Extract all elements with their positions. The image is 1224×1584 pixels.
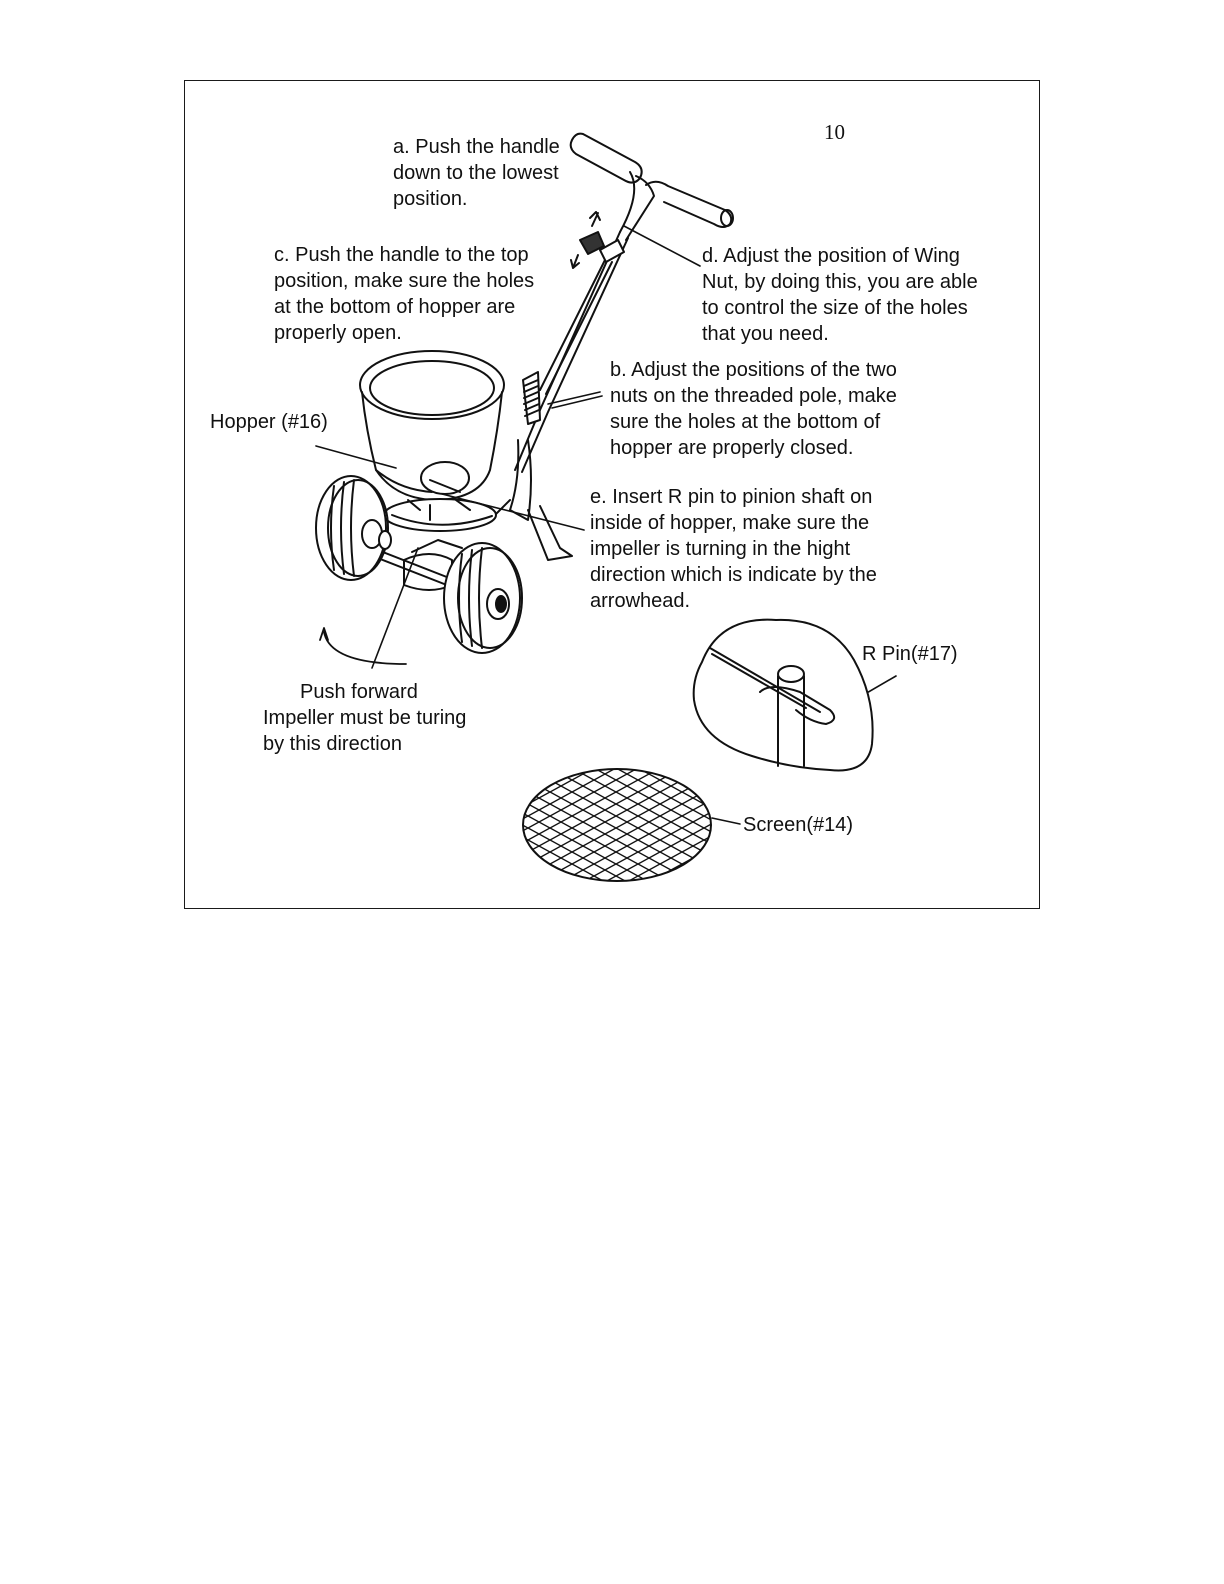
left-wheel xyxy=(316,476,391,580)
annotation-a-line: a. Push the handle xyxy=(393,136,560,158)
annotation-c-line: properly open. xyxy=(274,322,402,344)
annotation-b-line: hopper are properly closed. xyxy=(610,437,854,459)
annotation-e-line: inside of hopper, make sure the xyxy=(590,512,870,534)
push-note-line: by this direction xyxy=(263,733,402,755)
r-pin-label: R Pin(#17) xyxy=(862,643,958,665)
screen-label: Screen(#14) xyxy=(743,814,854,836)
annotation-e-line: arrowhead. xyxy=(590,590,691,612)
annotation-b-line: b. Adjust the positions of the two xyxy=(610,359,897,381)
annotation-e-line: direction which is indicate by the xyxy=(590,564,877,586)
annotation-b-line: nuts on the threaded pole, make xyxy=(610,385,897,407)
annotation-c xyxy=(274,242,534,346)
annotation-e xyxy=(590,484,877,614)
annotation-d-line: Nut, by doing this, you are able xyxy=(702,271,978,293)
annotation-b xyxy=(610,357,897,461)
annotation-e-line: impeller is turning in the hight xyxy=(590,538,851,560)
right-wheel xyxy=(444,543,522,653)
annotation-d-line: to control the size of the holes xyxy=(702,297,968,319)
hopper-label: Hopper (#16) xyxy=(210,411,328,433)
annotation-c-line: at the bottom of hopper are xyxy=(274,296,516,318)
annotation-b-line: sure the holes at the bottom of xyxy=(610,411,881,433)
push-note-line: Impeller must be turing xyxy=(263,707,467,729)
annotation-c-line: c. Push the handle to the top xyxy=(274,244,529,266)
push-note-line: Push forward xyxy=(300,681,418,703)
annotation-d-line: that you need. xyxy=(702,323,829,345)
annotation-c-line: position, make sure the holes xyxy=(274,270,535,292)
annotation-d xyxy=(702,243,978,347)
annotation-a-line: down to the lowest xyxy=(393,162,559,184)
page-number: 10 xyxy=(824,120,845,144)
push-forward-note xyxy=(263,679,466,757)
rotation-arrow-icon xyxy=(320,628,406,664)
annotation-a xyxy=(393,134,560,212)
annotation-d-line: d. Adjust the position of Wing xyxy=(702,245,960,267)
screen-mesh xyxy=(520,765,716,885)
annotation-e-line: e. Insert R pin to pinion shaft on xyxy=(590,486,873,508)
annotation-a-line: position. xyxy=(393,188,468,210)
r-pin-detail xyxy=(694,620,873,771)
